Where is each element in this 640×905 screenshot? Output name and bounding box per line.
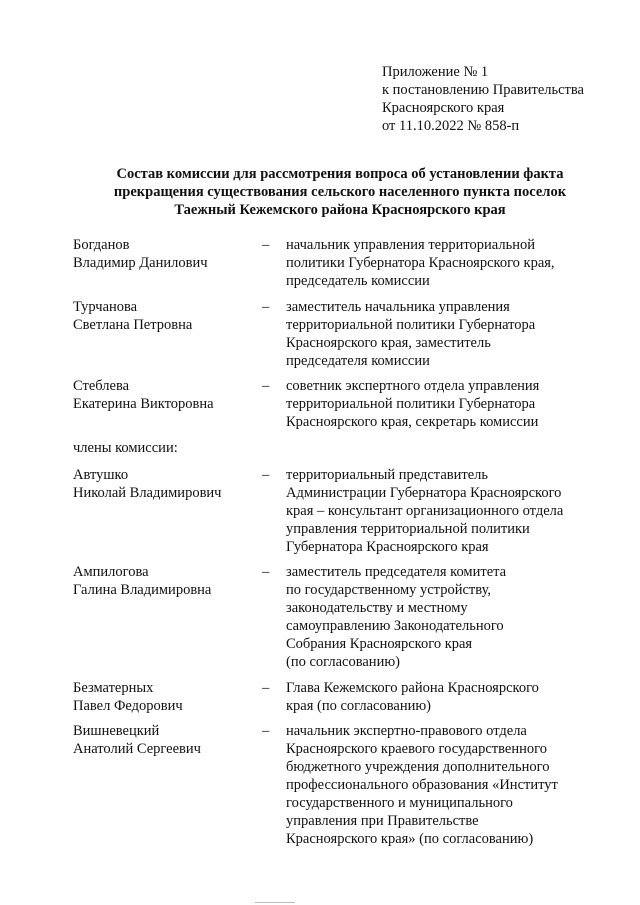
document-title: Состав комиссии для рассмотрения вопроса об установлении факта прекращения существования сельского населенного пункта поселок Таежный Кежемского района Красноярского края: [113, 166, 567, 218]
appendix-header: Приложение № 1 к постановлению Правительства Красноярского края от 11.10.2022 № 858-п: [382, 64, 584, 134]
member-role: заместитель председателя комитета по государственному устройству, законодательству и местному самоуправлению Законодательного Собрания Красноярского края (по согласованию): [286, 564, 507, 670]
member-name: Турчанова Светлана Петровна: [73, 299, 193, 333]
member-role: советник экспертного отдела управления территориальной политики Губернатора Красноярского края, секретарь комиссии: [286, 378, 540, 430]
member-name: Автушко Николай Владимирович: [73, 467, 222, 501]
dash: –: [262, 680, 270, 696]
member-role: начальник управления территориальной политики Губернатора Красноярского края, председатель комиссии: [286, 237, 555, 289]
page-edge-mark: [255, 902, 295, 903]
member-role: начальник экспертно-правового отдела Красноярского краевого государственного бюджетного учреждения дополнительного профессионального образования «Институт государственного и муниципального управления при Правительстве Красноярского края» (по согласованию): [286, 723, 558, 847]
dash: –: [262, 378, 270, 394]
member-role: территориальный представитель Администрации Губернатора Красноярского края – консультант организационного отдела управления территориальной политики Губернатора Красноярского края: [286, 467, 564, 555]
dash: –: [262, 564, 270, 580]
member-role: Глава Кежемского района Красноярского края (по согласованию): [286, 680, 539, 714]
dash: –: [262, 237, 270, 253]
member-name: Богданов Владимир Данилович: [73, 237, 208, 271]
dash: –: [262, 299, 270, 315]
member-name: Стеблева Екатерина Викторовна: [73, 378, 214, 412]
member-role: заместитель начальника управления территориальной политики Губернатора Красноярского края, заместитель председателя комиссии: [286, 299, 536, 369]
member-name: Вишневецкий Анатолий Сергеевич: [73, 723, 201, 757]
dash: –: [262, 723, 270, 739]
member-name: Безматерных Павел Федорович: [73, 680, 183, 714]
member-name: Ампилогова Галина Владимировна: [73, 564, 212, 598]
dash: –: [262, 467, 270, 483]
section-label: члены комиссии:: [73, 440, 178, 456]
